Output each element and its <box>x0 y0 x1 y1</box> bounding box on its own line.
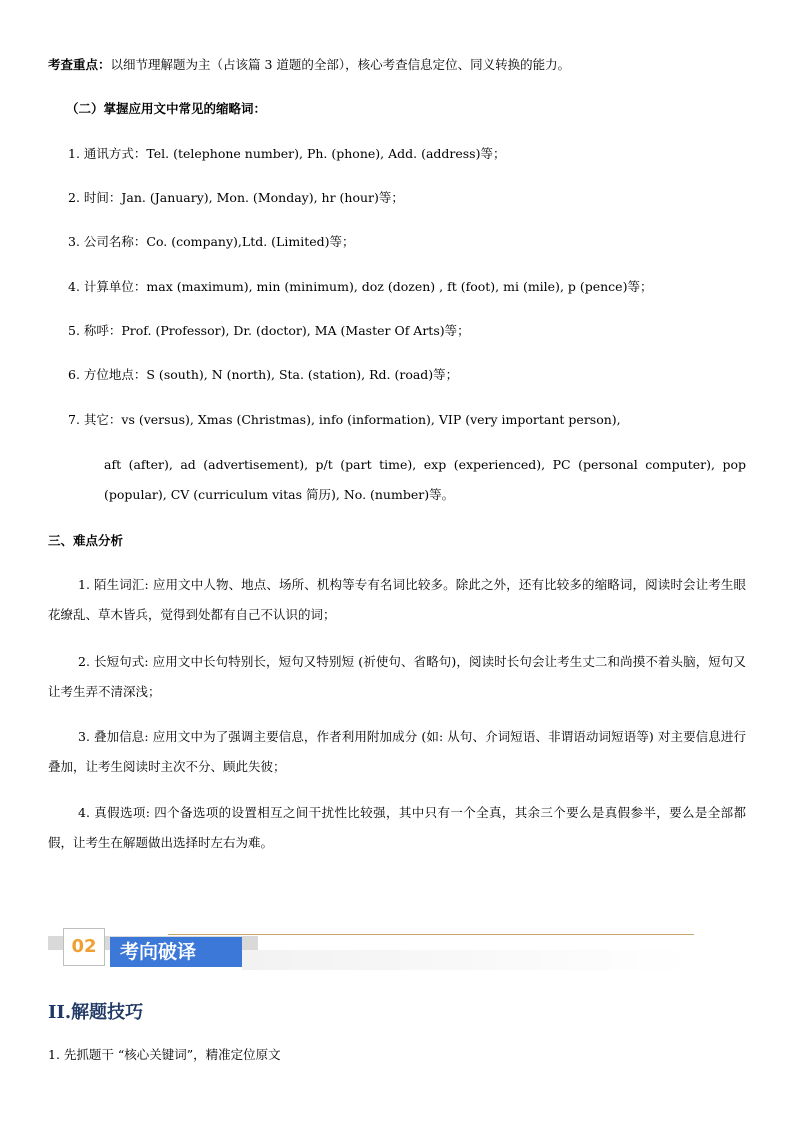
abbr-item: 1. 通讯方式：Tel. (telephone number), Ph. (phone), Add. (address)等； <box>68 146 506 161</box>
tip-item: 1. 先抓题干 “核心关键词”，精准定位原文 <box>48 1047 281 1062</box>
banner-shadow <box>242 950 694 970</box>
focus-text: 以细节理解题为主（占该篇 3 道题的全部），核心考查信息定位、同义转换的能力。 <box>110 57 571 72</box>
abbr-item-continued: aft (after), ad (advertisement), p/t (part time), exp (experienced), PC (personal computer), pop (popular), CV (curriculum vitas 简历), No. (number)等。 <box>104 457 746 502</box>
subsection-title: （二）掌握应用文中常见的缩略词： <box>66 101 267 116</box>
abbr-item: 3. 公司名称：Co. (company),Ltd. (Limited)等； <box>68 234 355 249</box>
focus-line <box>48 56 570 74</box>
difficulty-paragraph: 3. 叠加信息: 应用文中为了强调主要信息，作者利用附加成分 (如: 从句、介词短语、非谓语动词短语等) 对主要信息进行叠加，让考生阅读时主次不分、顾此失彼； <box>48 729 746 774</box>
focus-label: 考查重点： <box>48 57 111 72</box>
section-banner <box>48 926 698 972</box>
difficulty-paragraph: 4. 真假选项: 四个备选项的设置相互之间干扰性比较强，其中只有一个全真，其余三个要么是真假参半，要么是全部都假，让考生在解题做出选择时左右为难。 <box>48 805 746 850</box>
abbr-item: 2. 时间：Jan. (January), Mon. (Monday), hr (hour)等； <box>68 190 404 205</box>
banner-title: 考向破译 <box>110 937 242 967</box>
abbr-item: 5. 称呼：Prof. (Professor), Dr. (doctor), MA (Master Of Arts)等； <box>68 323 470 338</box>
abbr-item: 7. 其它：vs (versus), Xmas (Christmas), info (information), VIP (very important person), <box>68 412 621 427</box>
difficulty-paragraph: 1. 陌生词汇: 应用文中人物、地点、场所、机构等专有名词比较多。除此之外，还有比较多的缩略词，阅读时会让考生眼花缭乱、草木皆兵，觉得到处都有自己不认识的词； <box>48 577 746 622</box>
abbr-item: 4. 计算单位：max (maximum), min (minimum), doz (dozen) , ft (foot), mi (mile), p (pence)等； <box>68 279 653 294</box>
section-heading: II.解题技巧 <box>48 1002 144 1023</box>
difficulty-paragraph: 2. 长短句式: 应用文中长句特别长，短句又特别短 (祈使句、省略句)，阅读时长句会让考生丈二和尚摸不着头脑，短句又让考生弄不清深浅； <box>48 654 746 699</box>
difficulty-title: 三、难点分析 <box>48 533 124 548</box>
abbr-item: 6. 方位地点：S (south), N (north), Sta. (station), Rd. (road)等； <box>68 367 459 382</box>
banner-number: 02 <box>63 928 105 966</box>
banner-rule <box>168 934 694 935</box>
